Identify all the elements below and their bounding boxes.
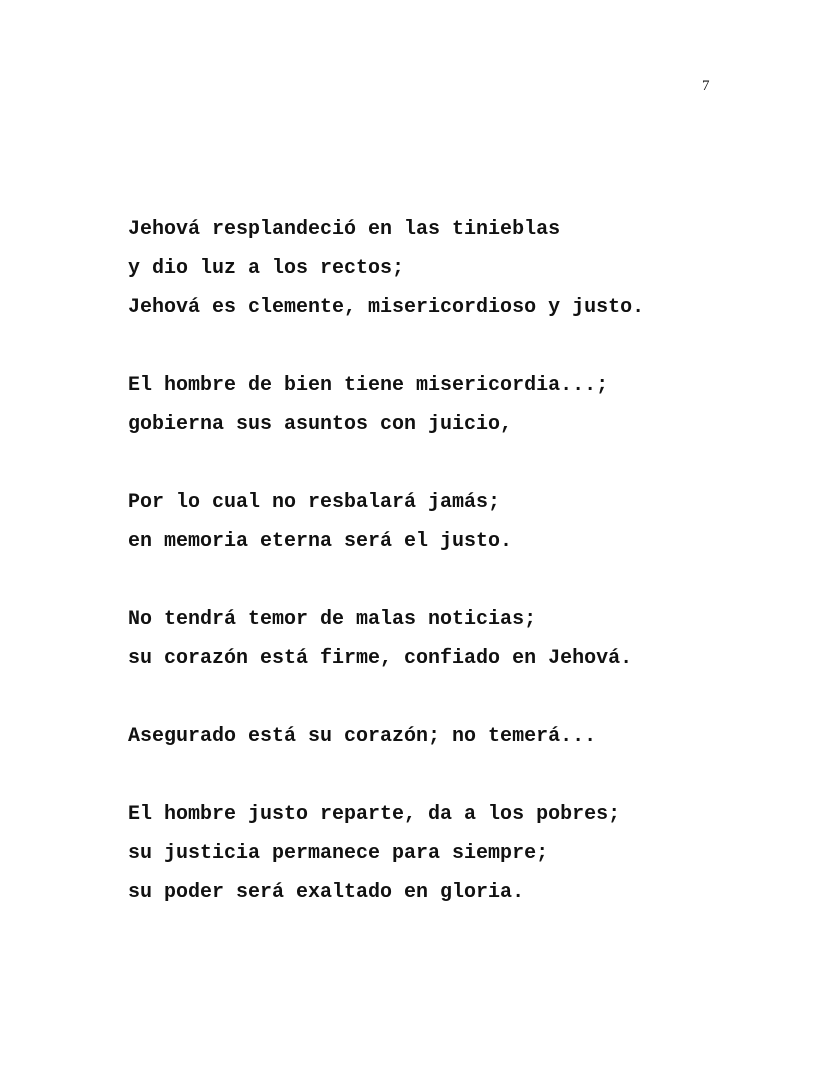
poem-line: Jehová es clemente, misericordioso y justo. [128, 296, 645, 319]
poem-line: gobierna sus asuntos con juicio, [128, 413, 513, 436]
stanza-1 [128, 210, 798, 327]
stanza-6 [128, 795, 798, 912]
poem-line: El hombre justo reparte, da a los pobres; [128, 803, 621, 826]
stanza-3 [128, 483, 798, 561]
poem [128, 210, 798, 912]
stanza-4 [128, 600, 798, 678]
poem-line: Por lo cual no resbalará jamás; [128, 491, 501, 514]
poem-line: en memoria eterna será el justo. [128, 530, 513, 553]
poem-line: El hombre de bien tiene misericordia...; [128, 374, 609, 397]
poem-line: Jehová resplandeció en las tinieblas [128, 218, 561, 241]
stanza-2 [128, 366, 798, 444]
poem-line: su justicia permanece para siempre; [128, 842, 549, 865]
stanza-5 [128, 717, 798, 756]
page-number: 7 [702, 78, 710, 94]
poem-line: su corazón está firme, confiado en Jehová. [128, 647, 633, 670]
poem-line: No tendrá temor de malas noticias; [128, 608, 537, 631]
poem-line: Asegurado está su corazón; no temerá... [128, 725, 597, 748]
poem-line: su poder será exaltado en gloria. [128, 881, 525, 904]
poem-line: y dio luz a los rectos; [128, 257, 405, 280]
